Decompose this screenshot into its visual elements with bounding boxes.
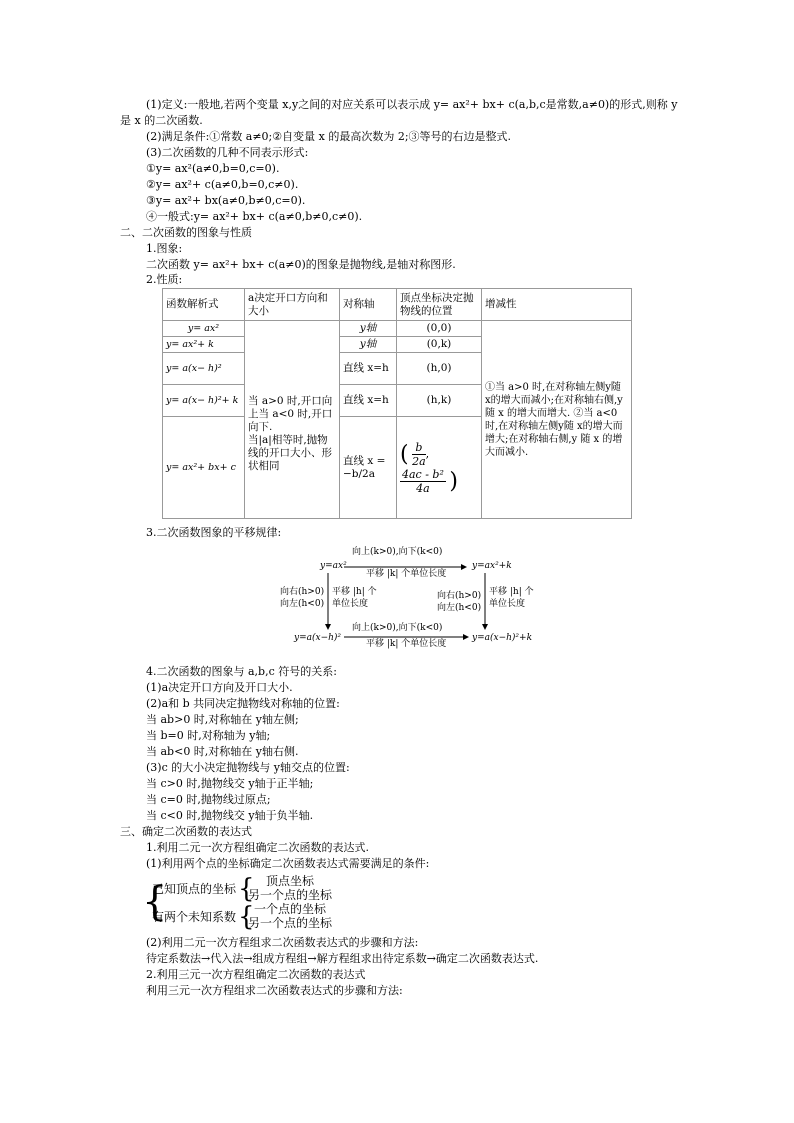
forms-title: (3)二次函数的几种不同表示形式: bbox=[146, 146, 309, 159]
sign-line: 当 c=0 时,抛物线过原点; bbox=[146, 793, 271, 806]
func-top-left: y=ax² bbox=[320, 561, 347, 571]
table-axis: 直线 x = −b/2a bbox=[340, 417, 397, 519]
open-direction: 当 a>0 时,开口向上当 a<0 时,开口向下. bbox=[248, 394, 333, 433]
brace-a: 已知顶点的坐标 bbox=[152, 882, 237, 896]
header-function: 函数解析式 bbox=[163, 289, 245, 321]
func-bottom-right: y=a(x−h)²+k bbox=[472, 633, 533, 643]
sign-line: (2)a和 b 共同决定抛物线对称轴的位置: bbox=[146, 697, 340, 710]
brace-b2: 另一个点的坐标 bbox=[248, 916, 333, 930]
vertex-y-num: 4ac - b² bbox=[402, 467, 444, 481]
inner-brace-a: { bbox=[238, 874, 255, 904]
vertex-y-den: 4a bbox=[416, 481, 430, 495]
open-size: 当|a|相等时,抛物线的开口大小、形状相同 bbox=[248, 433, 332, 472]
table-axis: 直线 x=h bbox=[340, 385, 397, 417]
form-item: ①y= ax²(a≠0,b=0,c=0). bbox=[146, 162, 280, 175]
sign-line: 当 ab<0 时,对称轴在 y轴右侧. bbox=[146, 745, 299, 758]
left-dir-2: 向左(h<0) bbox=[280, 599, 325, 609]
left-shift-1: 平移 |h| 个 bbox=[332, 587, 377, 597]
sign-line: 当 ab>0 时,对称轴在 y轴左侧; bbox=[146, 713, 299, 726]
right-shift-1: 平移 |h| 个 bbox=[489, 587, 534, 597]
table-vertex: (0,k) bbox=[397, 337, 482, 353]
vertex-x-num: b bbox=[412, 441, 426, 455]
bottom-arrow-sublabel: 平移 |k| 个单位长度 bbox=[366, 639, 447, 649]
graph-title: 1.图象: bbox=[146, 242, 183, 255]
property-title: 2.性质: bbox=[146, 273, 183, 286]
left-dir-1: 向右(h>0) bbox=[280, 587, 325, 597]
section-3-title: 三、确定二次函数的表达式 bbox=[120, 825, 252, 838]
monotonic-cell: ①当 a>0 时,在对称轴左侧y随 x的增大而减小;在对称轴右侧,y随 x 的增大而增大. ②当 a<0 时,在对称轴左侧y随 x的增大而增大;在对称轴右侧,y 随 x 的增大而减小. bbox=[482, 321, 632, 519]
brace-b: 有两个未知系数 bbox=[152, 910, 237, 924]
table-axis: y轴 bbox=[340, 337, 397, 353]
brace-b1: 一个点的坐标 bbox=[254, 902, 327, 916]
table-func: y= a(x− h)²+ k bbox=[163, 385, 245, 417]
shift-title: 3.二次函数图象的平移规律: bbox=[146, 526, 282, 539]
s3-line-3: (2)利用二元一次方程组求二次函数表达式的步骤和方法: bbox=[146, 936, 419, 949]
table-vertex: (h,0) bbox=[397, 353, 482, 385]
form-item: ④一般式:y= ax²+ bx+ c(a≠0,b≠0,c≠0). bbox=[146, 210, 363, 223]
outer-brace: { bbox=[142, 879, 168, 925]
form-item: ③y= ax²+ bx(a≠0,b≠0,c=0). bbox=[146, 194, 306, 207]
brace-a2: 另一个点的坐标 bbox=[248, 888, 333, 902]
table-axis: 直线 x=h bbox=[340, 353, 397, 385]
vertex-general: ( $\frac{b}{2a}$ , $\frac{\text{4ac - b²}}{4a}$ ) bbox=[397, 417, 482, 519]
func-top-right: y=ax²+k bbox=[472, 561, 512, 571]
sign-line: 当 b=0 时,对称轴为 y轴; bbox=[146, 729, 271, 742]
header-vertex: 顶点坐标决定抛物线的位置 bbox=[397, 289, 482, 321]
top-arrow-sublabel: 平移 |k| 个单位长度 bbox=[366, 569, 447, 579]
table-func: y= ax²+ k bbox=[163, 337, 245, 353]
graph-text: 二次函数 y= ax²+ bx+ c(a≠0)的图象是抛物线,是轴对称图形. bbox=[146, 258, 456, 271]
condition-brace bbox=[142, 874, 382, 932]
sign-line: 当 c>0 时,抛物线交 y轴于正半轴; bbox=[146, 777, 314, 790]
table-vertex: (h,k) bbox=[397, 385, 482, 417]
sign-line: 当 c<0 时,抛物线交 y轴于负半轴. bbox=[146, 809, 314, 822]
table-func: y= ax²+ bx+ c bbox=[163, 417, 245, 519]
s3-line-5: 2.利用三元一次方程组确定二次函数的表达式 bbox=[146, 968, 366, 981]
header-open: a决定开口方向和大小 bbox=[245, 289, 340, 321]
sign-line: (1)a决定开口方向及开口大小. bbox=[146, 681, 293, 694]
header-axis: 对称轴 bbox=[340, 289, 397, 321]
func-bottom-left: y=a(x−h)² bbox=[294, 633, 342, 643]
top-arrow-label: 向上(k>0),向下(k<0) bbox=[352, 547, 443, 557]
sign-title: 4.二次函数的图象与 a,b,c 符号的关系: bbox=[146, 665, 337, 678]
s3-line-6: 利用三元一次方程组求二次函数表达式的步骤和方法: bbox=[146, 984, 403, 997]
shift-diagram bbox=[280, 545, 550, 650]
right-dir-1: 向右(h>0) bbox=[437, 591, 482, 601]
section-2-title: 二、二次函数的图象与性质 bbox=[120, 226, 252, 239]
property-table bbox=[162, 288, 632, 519]
table-axis: y轴 bbox=[340, 321, 397, 337]
definition-line-2: 是 x 的二次函数. bbox=[120, 114, 203, 127]
bottom-arrow-label: 向上(k>0),向下(k<0) bbox=[352, 623, 443, 633]
condition-line: (2)满足条件:①常数 a≠0;②自变量 x 的最高次数为 2;③等号的右边是整式. bbox=[146, 130, 512, 143]
header-monotonic: 增减性 bbox=[482, 289, 632, 321]
definition-line-1: (1)定义:一般地,若两个变量 x,y之间的对应关系可以表示成 y= ax²+ bx+ c(a,b,c是常数,a≠0)的形式,则称 y bbox=[146, 98, 678, 111]
vertex-x-den: 2a bbox=[412, 454, 426, 468]
brace-a1: 顶点坐标 bbox=[266, 874, 315, 888]
right-shift-2: 单位长度 bbox=[489, 599, 526, 609]
s3-line-1: 1.利用二元一次方程组确定二次函数的表达式. bbox=[146, 841, 369, 854]
right-dir-2: 向左(h<0) bbox=[437, 603, 482, 613]
form-item: ②y= ax²+ c(a≠0,b=0,c≠0). bbox=[146, 178, 299, 191]
table-func: y= a(x− h)² bbox=[163, 353, 245, 385]
inner-brace-b: { bbox=[238, 902, 255, 932]
sign-line: (3)c 的大小决定抛物线与 y轴交点的位置: bbox=[146, 761, 350, 774]
s3-line-4: 待定系数法→代入法→组成方程组→解方程组求出待定系数→确定二次函数表达式. bbox=[146, 952, 539, 965]
table-vertex: (0,0) bbox=[397, 321, 482, 337]
left-shift-2: 单位长度 bbox=[332, 599, 369, 609]
table-func: y= ax² bbox=[163, 321, 245, 337]
s3-line-2: (1)利用两个点的坐标确定二次函数表达式需要满足的条件: bbox=[146, 857, 430, 870]
